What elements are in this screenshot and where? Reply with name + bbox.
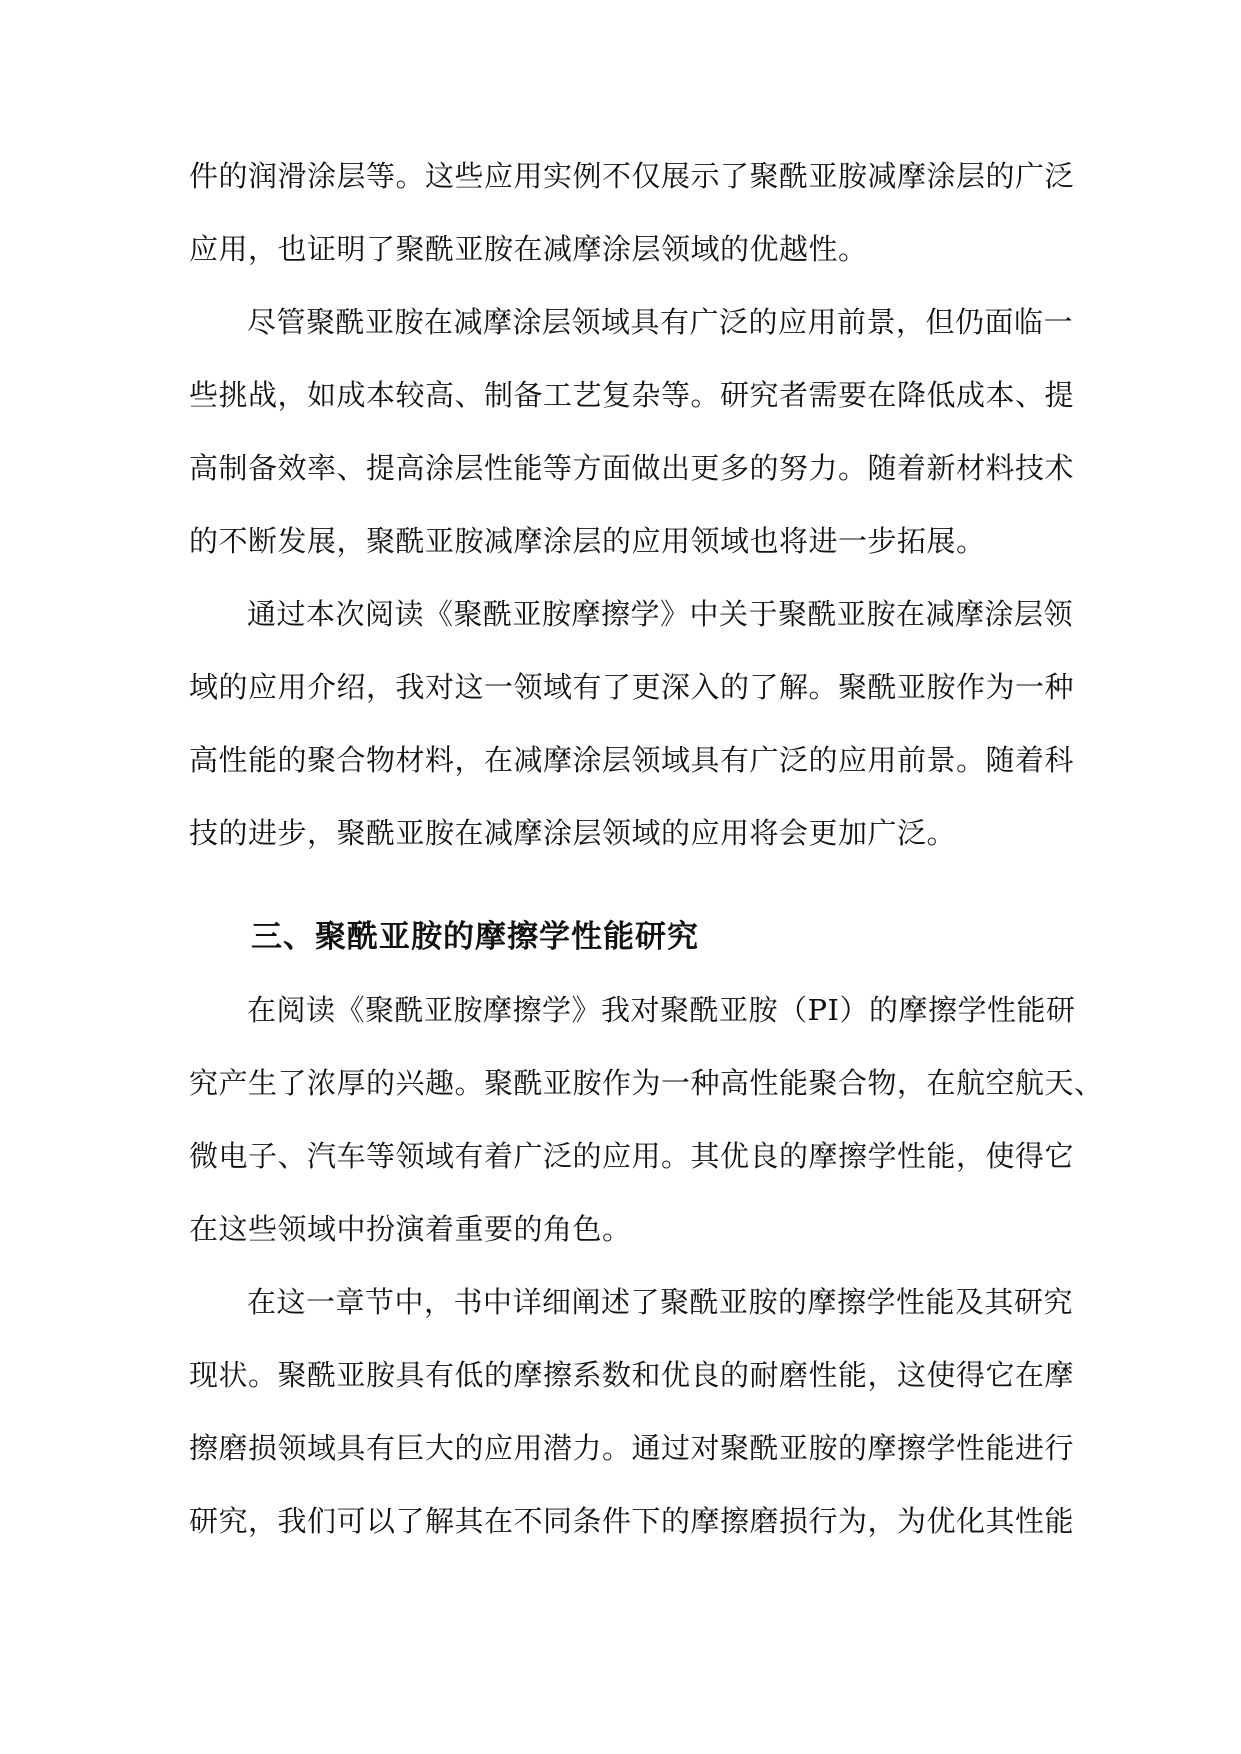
spacer bbox=[189, 870, 1060, 901]
text-line: 在阅读《聚酰亚胺摩擦学》我对聚酰亚胺（PI）的摩擦学性能研 bbox=[247, 993, 1076, 1027]
text-line: 擦磨损领域具有巨大的应用潜力。通过对聚酰亚胺的摩擦学性能进行 bbox=[189, 1431, 1075, 1465]
text-line: 尽管聚酰亚胺在减摩涂层领域具有广泛的应用前景，但仍面临一 bbox=[247, 305, 1074, 339]
text-line: 高性能的聚合物材料，在减摩涂层领域具有广泛的应用前景。随着科 bbox=[189, 743, 1075, 777]
text-line: 高制备效率、提高涂层性能等方面做出更多的努力。随着新材料技术 bbox=[189, 451, 1075, 485]
document-body bbox=[189, 140, 1104, 1558]
text-line: 在这些领域中扮演着重要的角色。 bbox=[189, 1212, 632, 1246]
section-heading: 三、聚酰亚胺的摩擦学性能研究 bbox=[251, 919, 699, 955]
text-line: 应用，也证明了聚酰亚胺在减摩涂层领域的优越性。 bbox=[189, 232, 868, 266]
text-line: 微电子、汽车等领域有着广泛的应用。其优良的摩擦学性能，使得它 bbox=[189, 1139, 1075, 1173]
paragraph-1 bbox=[189, 140, 1075, 286]
text-line: 件的润滑涂层等。这些应用实例不仅展示了聚酰亚胺减摩涂层的广泛 bbox=[189, 159, 1075, 193]
text-line: 通过本次阅读《聚酰亚胺摩擦学》中关于聚酰亚胺在减摩涂层领 bbox=[247, 597, 1074, 631]
text-line: 研究，我们可以了解其在不同条件下的摩擦磨损行为，为优化其性能 bbox=[189, 1504, 1075, 1538]
text-line: 域的应用介绍，我对这一领域有了更深入的了解。聚酰亚胺作为一种 bbox=[189, 670, 1075, 704]
text-line: 的不断发展，聚酰亚胺减摩涂层的应用领域也将进一步拓展。 bbox=[189, 524, 986, 558]
text-line: 现状。聚酰亚胺具有低的摩擦系数和优良的耐磨性能，这使得它在摩 bbox=[189, 1358, 1075, 1392]
text-line: 技的进步，聚酰亚胺在减摩涂层领域的应用将会更加广泛。 bbox=[189, 816, 957, 850]
text-line: 些挑战，如成本较高、制备工艺复杂等。研究者需要在降低成本、提 bbox=[189, 378, 1075, 412]
paragraph-3 bbox=[189, 578, 1075, 870]
text-line: 究产生了浓厚的兴趣。聚酰亚胺作为一种高性能聚合物，在航空航天、 bbox=[189, 1066, 1104, 1100]
text-line: 在这一章节中，书中详细阐述了聚酰亚胺的摩擦学性能及其研究 bbox=[247, 1285, 1074, 1319]
paragraph-4 bbox=[189, 974, 1104, 1266]
paragraph-2 bbox=[189, 286, 1075, 578]
paragraph-5 bbox=[189, 1266, 1075, 1558]
